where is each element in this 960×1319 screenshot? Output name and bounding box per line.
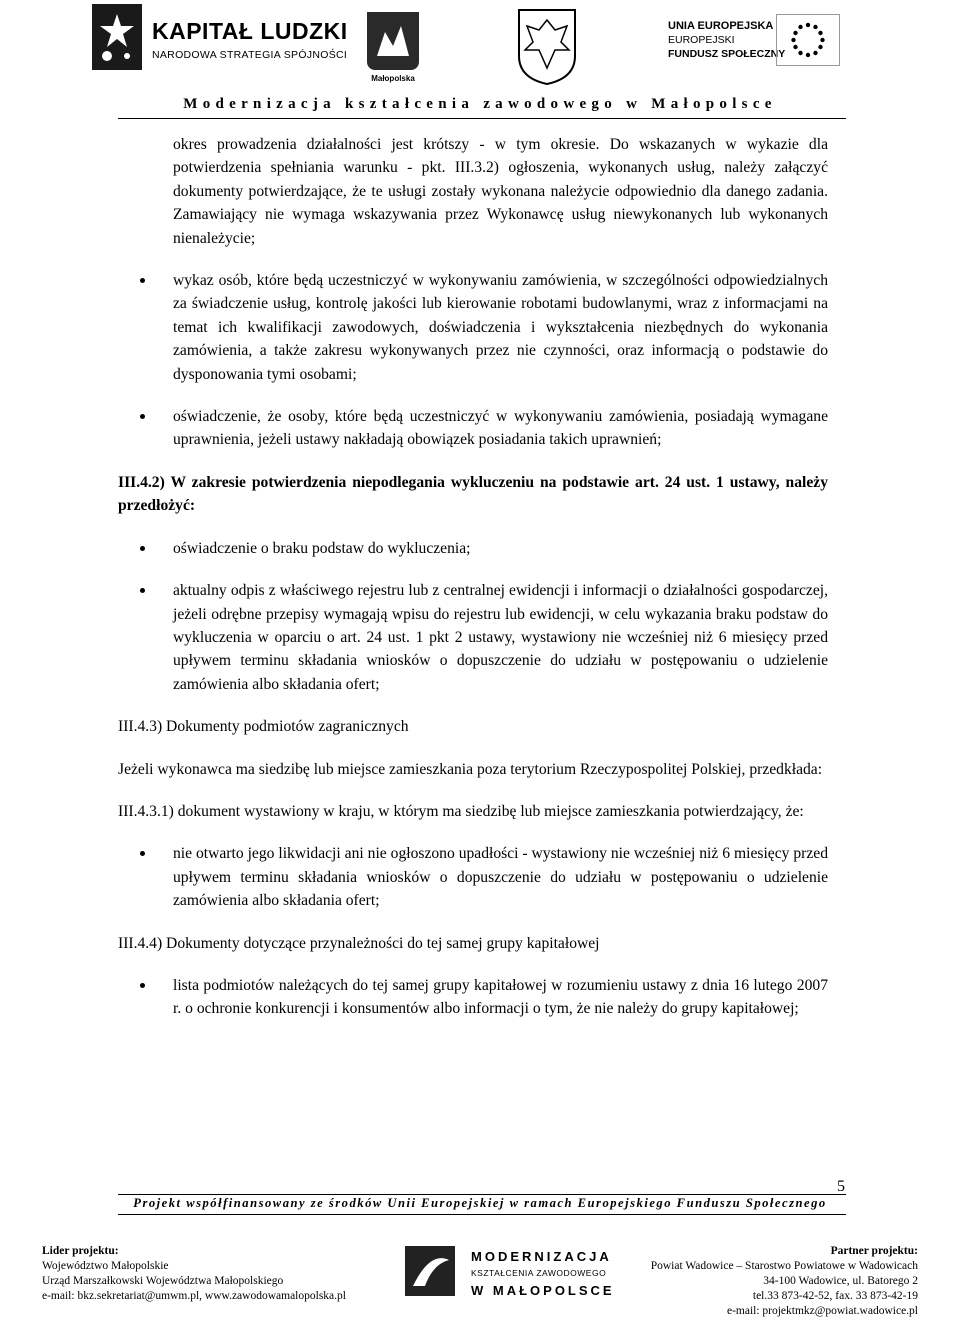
- header-band-title: Modernizacja kształcenia zawodowego w Małopolsce: [183, 96, 777, 112]
- kapital-ludzki-emblem-icon: [92, 4, 142, 70]
- section-heading-4-3: III.4.3) Dokumenty podmiotów zagranicznych: [118, 718, 409, 736]
- partner-email: e-mail: projektmkz@powiat.wadowice.pl: [726, 1305, 918, 1317]
- eu-efs-logo: [668, 20, 848, 80]
- list-item-text: oświadczenie, że osoby, które będą uczestniczyć w wykonywaniu zamówienia, posiadają wymagane uprawnienia, jeżeli ustawy nakładają obowiązek posiadania takich uprawnień;: [173, 408, 828, 449]
- bullet-icon: [140, 851, 145, 856]
- kapital-ludzki-title: KAPITAŁ LUDZKI: [152, 18, 348, 44]
- list-item-text: wykaz osób, które będą uczestniczyć w wykonywaniu zamówienia, w szczególności odpowiedzialnych za świadczenie usług, kontrolę jakości lub kierowanie robotami budowlanymi, wraz z informacjami na temat ich kwalifikacji zawodowych, doświadczenia i wykształcenia niezbędnych do wykonania zamówienia, a także zakresu wykonywanych przez nie czynności, oraz informacją o podstawie do dysponowania tymi osobami;: [173, 272, 828, 383]
- project-logo-line3: W MAŁOPOLSCE: [471, 1283, 615, 1298]
- header-logos: [0, 0, 960, 95]
- list-item-text: oświadczenie o braku podstaw do wykluczenia;: [173, 539, 471, 557]
- project-logo-line2: KSZTAŁCENIA ZAWODOWEGO: [471, 1268, 607, 1278]
- list-item: [118, 269, 828, 386]
- footer-divider-top: [118, 1194, 846, 1195]
- project-logo-icon: [405, 1246, 455, 1296]
- paragraph-4-3-1: III.4.3.1) dokument wystawiony w kraju, w którym ma siedzibę lub miejsce zamieszkania potwierdzający, że:: [118, 802, 804, 820]
- malopolska-shield-icon: [367, 12, 419, 70]
- coat-of-arms-eagle-icon: [515, 6, 579, 86]
- paragraph-foreign-entities: Jeżeli wykonawca ma siedzibę lub miejsce zamieszkania poza terytorium Rzeczypospolitej Polskiej, przedkłada:: [118, 760, 823, 778]
- paragraph-services-list: okres prowadzenia działalności jest krótszy - w tym okresie. Do wskazanych w wykazie dla potwierdzenia spełniania warunku - pkt. III.3.2) ogłoszenia, wykonanych usług, należy załączyć dokumenty potwierdzające, że te usługi zostały wykonana należycie odpowiednio dla danego zadania. Zamawiający nie wymaga wskazywania przez Wykonawcę usług niewykonanych lub wykonanych nienależycie;: [173, 136, 828, 247]
- footer-cofinancing-note: Projekt współfinansowany ze środków Unii Europejskiej w ramach Europejskiego Funduszu Społecznego: [133, 1196, 827, 1210]
- kapital-ludzki-subtitle: NARODOWA STRATEGIA SPÓJNOŚCI: [152, 49, 348, 61]
- malopolska-logo: [367, 12, 419, 87]
- project-logo-line1: MODERNIZACJA: [471, 1249, 612, 1264]
- footer-divider-bottom: [118, 1214, 846, 1215]
- bullet-icon: [140, 588, 145, 593]
- eu-fund-line1: EUROPEJSKI: [668, 34, 735, 46]
- document-body: [118, 133, 828, 1021]
- footer-partner: [578, 1244, 918, 1319]
- list-item: [118, 579, 828, 696]
- page-number: 5: [837, 1178, 845, 1195]
- partner-name: Powiat Wadowice – Starostwo Powiatowe w Wadowicach: [650, 1260, 918, 1272]
- section-heading-4-4: III.4.4) Dokumenty dotyczące przynależności do tej samej grupy kapitałowej: [118, 934, 600, 952]
- leader-label: Lider projektu:: [42, 1245, 119, 1257]
- leader-name: Województwo Małopolskie: [42, 1260, 169, 1272]
- list-item-text: aktualny odpis z właściwego rejestru lub z centralnej ewidencji i informacji o działalności gospodarczej, jeżeli odrębne przepisy wymagają wpisu do rejestru lub ewidencji, w celu wykazania braku podstaw do wykluczenia w oparciu o art. 24 ust. 1 pkt 2 ustawy, wystawiony nie wcześniej niż 6 miesięcy przed upływem terminu składania wniosków o dopuszczenie do udziału w postępowaniu o udzielenie zamówienia albo składania ofert;: [173, 582, 828, 693]
- bullet-icon: [140, 983, 145, 988]
- footer-leader: [42, 1244, 372, 1304]
- header-divider: [118, 118, 846, 119]
- kapital-ludzki-logo: [92, 4, 354, 74]
- partner-label: Partner projektu:: [830, 1245, 918, 1257]
- partner-address: 34-100 Wadowice, ul. Batorego 2: [763, 1275, 918, 1287]
- eu-fund-line2: FUNDUSZ SPOŁECZNY: [668, 48, 786, 60]
- bullet-icon: [140, 546, 145, 551]
- eu-flag-icon: [776, 14, 840, 66]
- list-item: [118, 974, 828, 1021]
- bullet-icon: [140, 278, 145, 283]
- eu-title: UNIA EUROPEJSKA: [668, 20, 774, 32]
- list-item: [118, 537, 828, 560]
- leader-contact: e-mail: bkz.sekretariat@umwm.pl, www.zawodowamalopolska.pl: [42, 1290, 346, 1302]
- list-item: [118, 405, 828, 452]
- list-item: [118, 842, 828, 912]
- bullet-icon: [140, 414, 145, 419]
- section-heading-4-2: III.4.2) W zakresie potwierdzenia niepodlegania wykluczeniu na podstawie art. 24 ust. 1 ustawy, należy przedłożyć:: [118, 473, 828, 515]
- list-item-text: nie otwarto jego likwidacji ani nie ogłoszono upadłości - wystawiony nie wcześniej niż 6 miesięcy przed upływem terminu składania wniosków o dopuszczenie do udziału w postępowaniu o udzielenie zamówienia albo składania ofert;: [173, 845, 828, 910]
- malopolska-caption: Małopolska: [371, 74, 415, 83]
- list-item-text: lista podmiotów należących do tej samej grupy kapitałowej w rozumieniu ustawy z dnia 16 lutego 2007 r. o ochronie konkurencji i konsumentów albo informacji o tym, że nie należy do grupy kapitałowej;: [173, 976, 828, 1018]
- leader-office: Urząd Marszałkowski Województwa Małopolskiego: [42, 1275, 284, 1287]
- partner-phone: tel.33 873-42-52, fax. 33 873-42-19: [752, 1290, 918, 1302]
